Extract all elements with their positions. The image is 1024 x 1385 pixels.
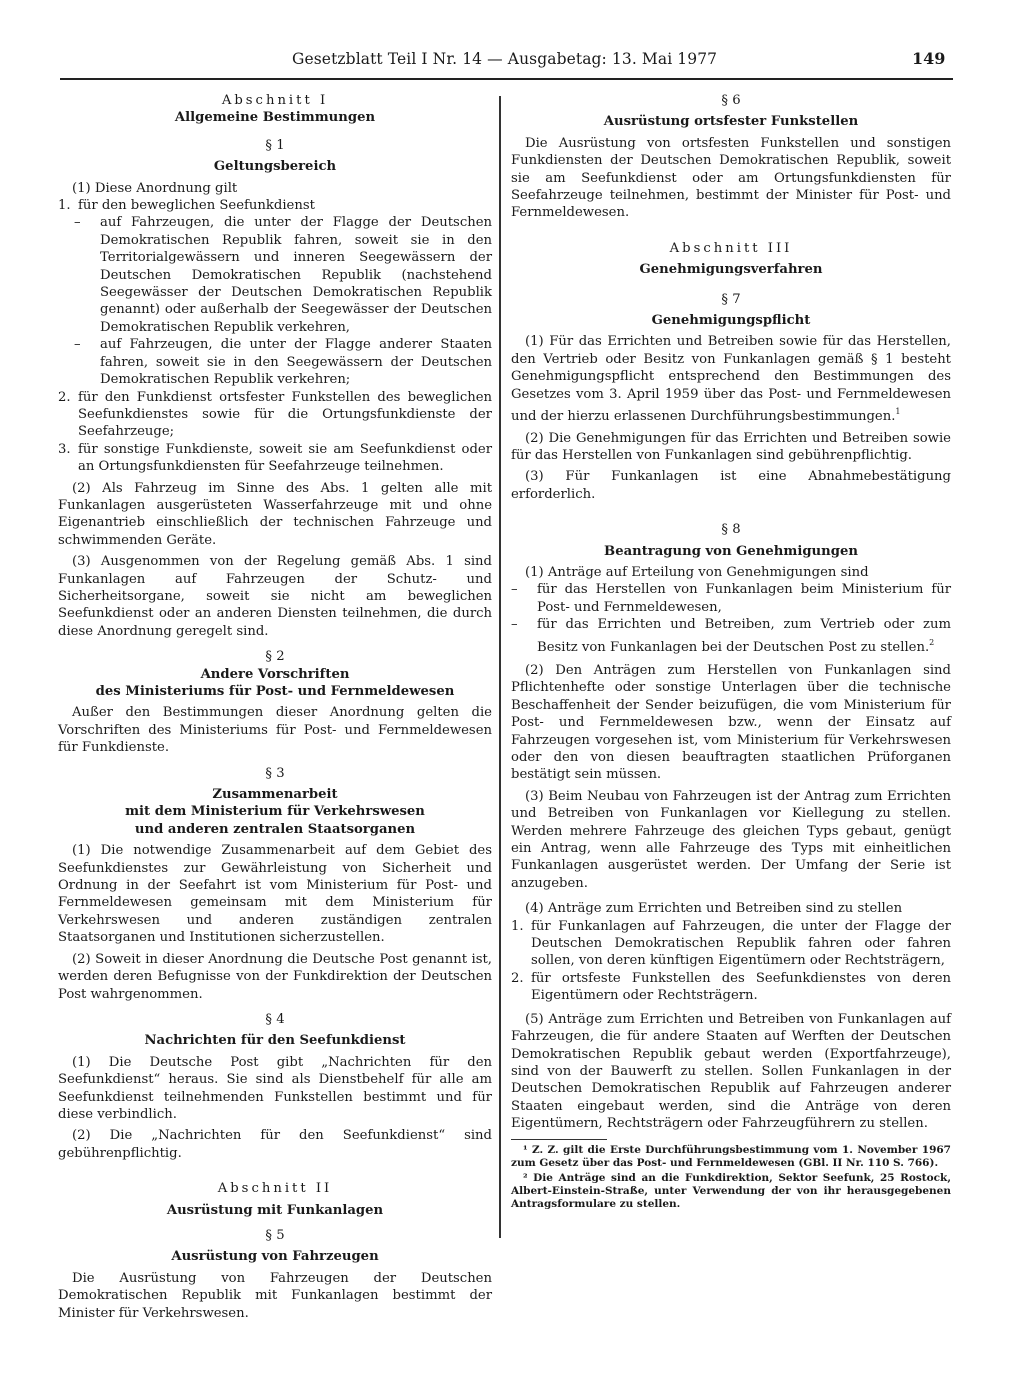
list-item-text: für Funkanlagen auf Fahrzeugen, die unter der Flagge der Deutschen Demokratischen Republik fahren oder fahren sollen, von deren künftigen Eigentümern oder Rechtsträgern, [531,918,951,969]
section-5-paragraph-1: Die Ausrüstung von Fahrzeugen der Deutschen Demokratischen Republik mit Funkanlagen bestimmt der Minister für Verkehrswesen. [58,1270,492,1321]
left-column [58,92,492,1326]
list-item-text: für sonstige Funkdienste, soweit sie am Seefunkdienst oder an Ortungsfunkdiensten für Seefahrzeuge teilnehmen. [78,441,492,475]
list-item [58,389,492,441]
page-number: 149 [912,49,946,68]
list-item-number: 1. [58,198,71,214]
list-item-number: 1. [511,918,524,934]
footnote-ref-1: 1 [895,407,901,417]
footnote-2: ² Die Anträge sind an die Funkdirektion, Sektor Seefunk, 25 Rostock, Albert-Einstein-Straße, unter Verwendung der von ihr herausgegebenen Antragsformulare zu stellen. [511,1171,951,1211]
section-4-label: § 4 [265,1011,285,1027]
section-3-heading-line-1: Zusammenarbeit [212,787,338,803]
section-6-label: § 6 [721,93,741,108]
dash-item-text: für das Errichten und Betreiben, zum Vertrieb oder zum Besitz von Funkanlagen bei der Deutschen Post zu stellen. [537,617,951,655]
section-3-label: § 3 [265,765,285,781]
section-8-paragraph-5: (5) Anträge zum Errichten und Betreiben von Funkanlagen auf Fahrzeugen, die für andere Staaten auf Werften der Deutschen Demokratischen Republik gebaut werden (Exportfahrzeuge), sind von der Bauwerft zu stellen. Sollen Funkanlagen in der Deutschen Demokratischen Republik auf Fahrzeugen anderer Staaten eingebaut werden, sind die Anträge von deren Eigentümern, Rechtsträgern oder Fahrzeugführern zu stellen. [511,1011,951,1132]
dash-item [511,581,951,616]
dash-item [511,616,951,656]
section-8-paragraph-4: (4) Anträge zum Errichten und Betreiben sind zu stellen [525,901,903,917]
abschnitt-1-title: Abschnitt I [221,93,329,108]
section-1-paragraph-1: (1) Diese Anordnung gilt [72,180,238,196]
dash-item [58,214,492,336]
list-item [58,197,492,214]
section-3-paragraph-1: (1) Die notwendige Zusammenarbeit auf dem Gebiet des Seefunkdienstes zur Gewährleistung von Sicherheit und Ordnung in der Seefahrt ist vom Ministerium für Post- und Fernmeldewesen gemeinsam mit dem Ministerium für Verkehrswesen und anderen zuständigen zentralen Staatsorganen und Institutionen sicherzustellen. [58,843,492,946]
section-8-paragraph-1: (1) Anträge auf Erteilung von Genehmigungen sind [525,564,869,580]
section-1-paragraph-2: (2) Als Fahrzeug im Sinne des Abs. 1 gelten alle mit Funkanlagen ausgerüsteten Wasserfahrzeuge mit und ohne Eigenantrieb einschließlich der technischen Fahrzeuge und schwimmenden Geräte. [58,480,492,548]
section-7-heading: Genehmigungspflicht [651,313,811,329]
section-1-heading: Geltungsbereich [213,159,337,175]
list-item-text: für den beweglichen Seefunkdienst [78,198,315,214]
section-3-paragraph-2: (2) Soweit in dieser Anordnung die Deutsche Post genannt ist, werden deren Befugnisse von der Funkdirektion der Deutschen Post wahrgenommen. [58,951,492,1002]
section-3-heading-line-2: mit dem Ministerium für Verkehrswesen [125,804,425,820]
section-8-label: § 8 [721,522,741,538]
abschnitt-1-heading: Allgemeine Bestimmungen [174,110,376,126]
abschnitt-3-heading: Genehmigungsverfahren [639,262,823,278]
right-column [511,92,951,1214]
section-7-paragraph-3: (3) Für Funkanlagen ist eine Abnahmebestätigung erforderlich. [511,469,951,502]
section-5-label: § 5 [265,1227,285,1243]
list-item [511,970,951,1005]
footnote-ref-2: 2 [929,637,935,647]
header-rule [60,78,953,80]
abschnitt-2-title: Abschnitt II [217,1181,333,1197]
list-item-number: 2. [511,970,524,986]
section-6-heading: Ausrüstung ortsfester Funkstellen [603,114,859,130]
section-8-paragraph-2: (2) Den Anträgen zum Herstellen von Funkanlagen sind Pflichtenhefte oder sonstige Unterlagen über die technische Beschaffenheit der Sender beizufügen, die vom Ministerium für Post- und Fernmeldewesen bzw., wenn der Einsatz auf Fahrzeugen vorgesehen ist, vom Ministerium für Verkehrswesen oder den von diesen beauftragten staatlichen Prüforganen bestätigt sein müssen. [511,662,951,783]
list-item-text: für den Funkdienst ortsfester Funkstellen des beweglichen Seefunkdienstes sowie für die Ortungsfunkdienste der Seefahrzeuge; [78,389,492,440]
header-title: Gesetzblatt Teil I Nr. 14 — Ausgabetag: 13. Mai 1977 [292,50,718,68]
dash-item-text: auf Fahrzeugen, die unter der Flagge der Deutschen Demokratischen Republik fahren, soweit sie in den Territorialgewässern und inneren Seegewässern der Deutschen Demokratischen Republik (nachstehend Seegewässer der Deutschen Demokratischen Republik genannt) oder außerhalb der Seegewässer der Deutschen Demokratischen Republik verkehren, [100,215,492,335]
section-4-heading: Nachrichten für den Seefunkdienst [144,1033,406,1049]
column-divider [499,96,501,1238]
section-2-heading-line-1: Andere Vorschriften [200,666,350,682]
section-1-label: § 1 [265,137,285,153]
dash-symbol: – [511,582,518,598]
section-6-paragraph-1: Die Ausrüstung von ortsfesten Funkstellen und sonstigen Funkdiensten der Deutschen Demokratischen Republik, soweit sie am Seefunkdienst oder am Ortungsfunkdiensten für Seefahrzeuge teilnehmen, bestimmt der Minister für Post- und Fernmeldewesen. [511,135,951,221]
section-7-paragraph-2: (2) Die Genehmigungen für das Errichten und Betreiben sowie für das Herstellen von Funkanlagen sind gebührenpflichtig. [511,430,951,463]
section-7-paragraph-1 [511,333,951,425]
section-3-heading-line-3: und anderen zentralen Staatsorganen [134,821,416,837]
footnote-rule [511,1139,607,1140]
abschnitt-2-heading: Ausrüstung mit Funkanlagen [166,1202,384,1218]
list-item-number: 2. [58,389,71,405]
dash-symbol: – [74,337,81,353]
section-7-paragraph-1-text: (1) Für das Errichten und Betreiben sowie für das Herstellen, den Vertrieb oder Besitz von Funkanlagen gemäß § 1 besteht Genehmigungspflicht entsprechend den Bestimmungen des Gesetzes vom 3. April 1959 über das Post- und Fernmeldewesen und der hierzu erlassenen Durchführungsbestimmungen. [511,334,951,425]
dash-item [58,336,492,388]
dash-symbol: – [511,617,518,633]
dash-item-text: auf Fahrzeugen, die unter der Flagge anderer Staaten fahren, soweit sie in den Seegewässern der Deutschen Demokratischen Republik verkehren; [100,337,492,388]
section-2-heading-line-2: des Ministeriums für Post- und Fernmeldewesen [95,684,455,699]
section-1-paragraph-3: (3) Ausgenommen von der Regelung gemäß Abs. 1 sind Funkanlagen auf Fahrzeugen der Schutz- und Sicherheitsorgane, soweit sie nicht am beweglichen Seefunkdienst oder an anderen Diensten teilnehmen, die durch diese Anordnung geregelt sind. [58,554,492,639]
section-2-label: § 2 [265,649,285,665]
list-item-number: 3. [58,441,71,457]
dash-item-text: für das Herstellen von Funkanlagen beim Ministerium für Post- und Fernmeldewesen, [537,582,951,615]
section-8-heading: Beantragung von Genehmigungen [604,543,858,559]
section-7-label: § 7 [721,291,741,307]
section-2-paragraph-1: Außer den Bestimmungen dieser Anordnung gelten die Vorschriften des Ministeriums für Post- und Fernmeldewesen für Funkdienste. [58,705,492,756]
list-item-text: für ortsfeste Funkstellen des Seefunkdienstes von deren Eigentümern oder Rechtsträgern. [531,970,951,1004]
abschnitt-3-title: Abschnitt III [669,240,793,256]
footnote-1: ¹ Z. Z. gilt die Erste Durchführungsbestimmung vom 1. November 1967 zum Gesetz über das Post- und Fernmeldewesen (GBl. II Nr. 110 S. 766). [511,1143,951,1169]
section-4-paragraph-2: (2) Die „Nachrichten für den Seefunkdienst“ sind gebührenpflichtig. [58,1128,492,1161]
list-item [511,918,951,970]
list-item [58,441,492,476]
page-header [0,46,1024,76]
dash-symbol: – [74,215,81,231]
section-5-heading: Ausrüstung von Fahrzeugen [171,1249,379,1265]
dash-item-text-wrap [537,616,951,656]
section-4-paragraph-1: (1) Die Deutsche Post gibt „Nachrichten für den Seefunkdienst“ heraus. Sie sind als Dienstbehelf für alle am Seefunkdienst teilnehmenden Funkstellen bestimmt und für diese verbindlich. [58,1054,492,1122]
section-8-paragraph-3: (3) Beim Neubau von Fahrzeugen ist der Antrag zum Errichten und Betreiben von Funkanlagen vor Kiellegung zu stellen. Werden mehrere Fahrzeuge des gleichen Typs gebaut, genügt ein Antrag, wenn alle Fahrzeuge des Typs mit einheitlichen Funkanlagen ausgerüstet werden. Der Umfang der Serie ist anzugeben. [511,788,951,891]
